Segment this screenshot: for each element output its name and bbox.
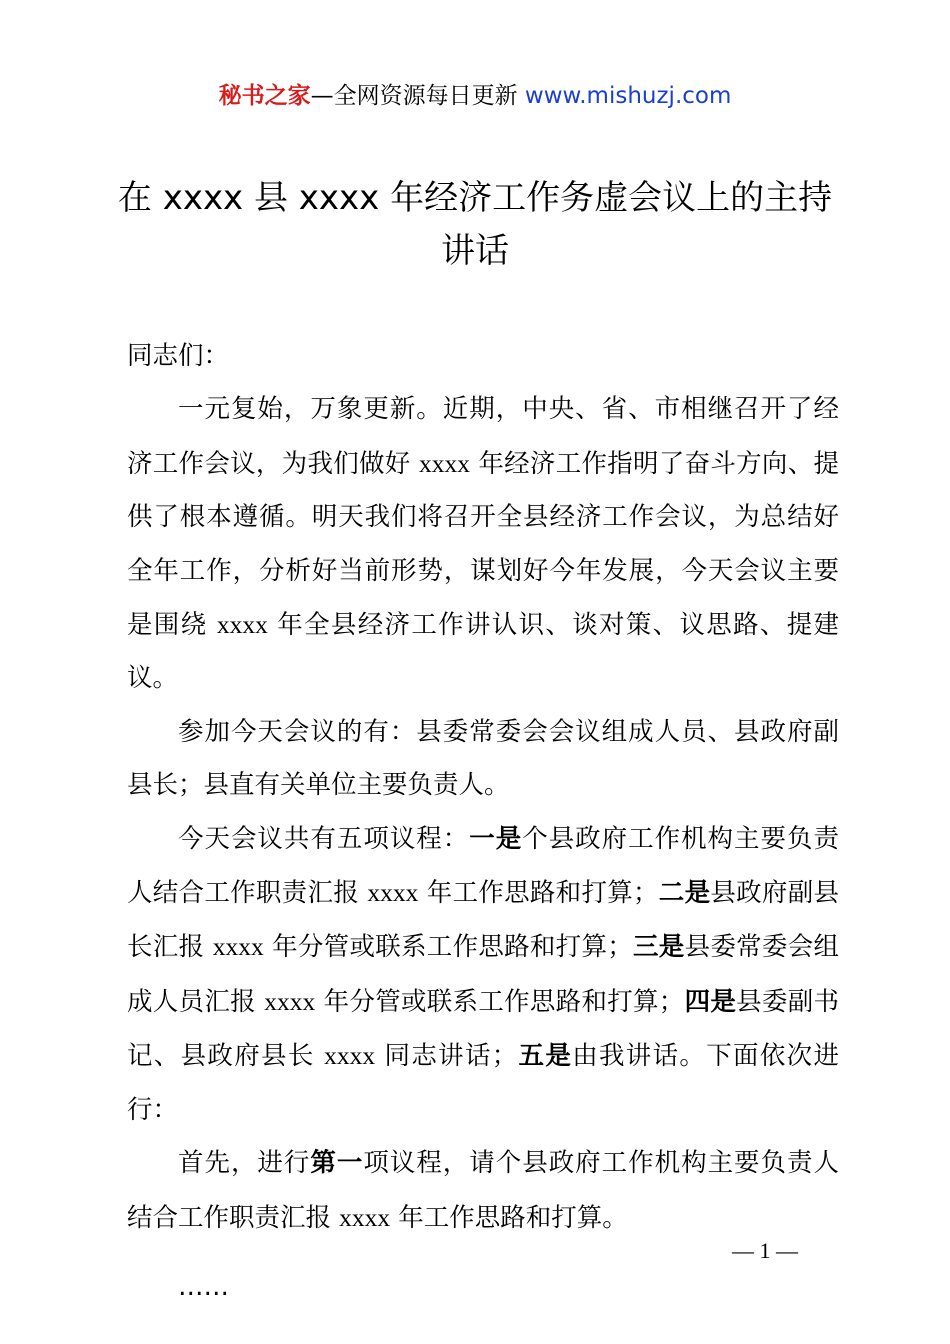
agenda-item-marker: 五是 bbox=[517, 1041, 573, 1072]
placeholder-year: xxxx bbox=[339, 1202, 391, 1232]
text-run: 个县政府工作机构主要负责人结合工作职责汇报 bbox=[127, 823, 839, 909]
text-run: 县政府副县长汇报 bbox=[127, 878, 839, 963]
title-line-1: 在 xxxx 县 xxxx 年经济工作务虚会议上的主持 bbox=[117, 178, 833, 218]
paragraph-agenda bbox=[127, 813, 839, 1137]
placeholder-year: xxxx bbox=[212, 932, 264, 962]
document-body bbox=[127, 330, 839, 1314]
text-run: 县委常委会组成人员汇报 bbox=[127, 932, 839, 1017]
placeholder-year: xxxx bbox=[418, 448, 470, 478]
paragraph-first-item bbox=[127, 1137, 839, 1245]
text-run: 年工作思路和打算； bbox=[418, 878, 659, 909]
header-slogan: —全网资源每日更新 bbox=[310, 83, 525, 109]
text-run: 年经济工作指明了奋斗方向、提供了根本遵循。明天我们将召开全县经济工作会议，为总结好全年工作，分析好当前形势，谋划好今年发展，今天会议主要是围绕 bbox=[127, 448, 839, 641]
agenda-item-marker: 三是 bbox=[632, 932, 685, 963]
agenda-item-marker: 四是 bbox=[684, 986, 737, 1017]
text-run: 一元复始，万象更新。近期，中央、省、市相继召开了经济工作会议，为我们做好 bbox=[127, 394, 839, 479]
site-url-link[interactable]: www.mishuzj.com bbox=[524, 83, 732, 109]
ellipsis: …… bbox=[178, 1271, 229, 1302]
text-run: 同志讲话； bbox=[375, 1041, 518, 1072]
placeholder-name: xxxx bbox=[324, 1041, 376, 1071]
agenda-item-marker: 二是 bbox=[658, 878, 711, 909]
placeholder-year: xxxx bbox=[264, 986, 316, 1016]
page-number: — 1 — bbox=[732, 1238, 798, 1263]
text-run: 项议程，请个县政府工作机构主要负责人结合工作职责汇报 bbox=[127, 1148, 839, 1233]
text-run: 年分管或联系工作思路和打算； bbox=[315, 986, 685, 1017]
title-line-2: 讲话 bbox=[441, 231, 509, 271]
paragraph-attendees: 参加今天会议的有：县委常委会会议组成人员、县政府副县长；县直有关单位主要负责人。 bbox=[127, 716, 839, 801]
agenda-item-marker: 一是 bbox=[469, 823, 523, 854]
site-header bbox=[0, 80, 950, 112]
text-run: 县委副书记、县政府县长 bbox=[127, 986, 839, 1072]
text-run: 由我讲话。下面依次进行： bbox=[127, 1041, 839, 1125]
agenda-item-marker: 第一 bbox=[310, 1148, 364, 1179]
paragraph-intro bbox=[127, 383, 839, 705]
brand-name: 秘书之家 bbox=[218, 83, 311, 109]
text-run: 年全县经济工作讲认识、谈对策、议思路、提建议。 bbox=[127, 610, 840, 694]
text-run: 首先，进行 bbox=[178, 1148, 311, 1179]
text-run: 今天会议共有五项议程： bbox=[178, 823, 470, 854]
salutation: 同志们： bbox=[127, 341, 230, 371]
placeholder-year: xxxx bbox=[367, 878, 419, 908]
placeholder-year: xxxx bbox=[216, 610, 268, 640]
text-run: 年分管或联系工作思路和打算； bbox=[263, 932, 633, 963]
document-title bbox=[110, 172, 840, 278]
text-run: 年工作思路和打算。 bbox=[390, 1202, 628, 1233]
